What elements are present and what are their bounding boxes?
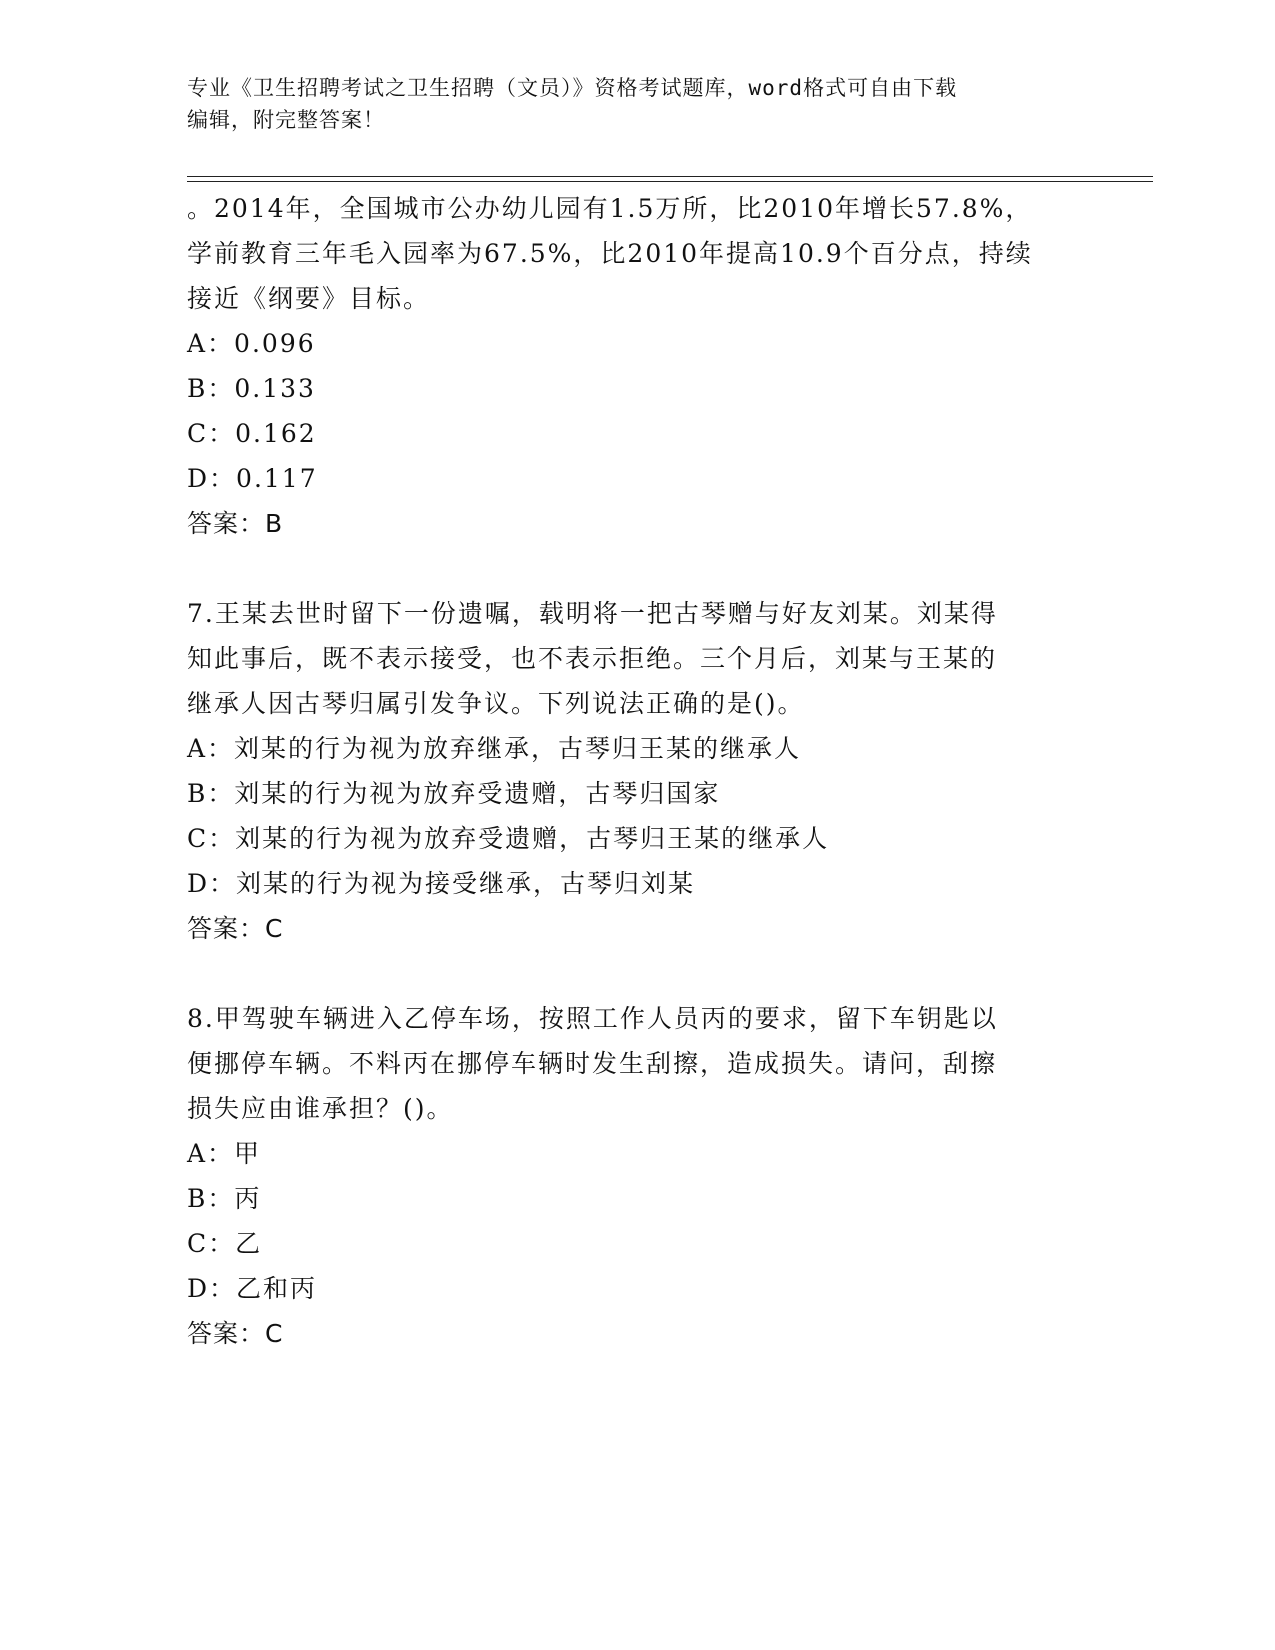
document-body: [187, 186, 1087, 1356]
option-a: A：甲: [187, 1139, 262, 1168]
spacer: [187, 951, 1087, 996]
question-text-line: 接近《纲要》目标。: [187, 284, 431, 313]
question-text-line: 继承人因古琴归属引发争议。下列说法正确的是()。: [187, 689, 805, 718]
question-text-line: 7.王某去世时留下一份遗嘱，载明将一把古琴赠与好友刘某。刘某得: [187, 599, 998, 628]
answer-line: 答案：C: [187, 914, 284, 943]
answer-line: 答案：B: [187, 509, 284, 538]
question-8: [187, 996, 1087, 1356]
spacer: [187, 546, 1087, 591]
header-line-1: 专业《卫生招聘考试之卫生招聘（文员）》资格考试题库，word格式可自由下载: [187, 76, 958, 100]
option-b: B：0.133: [187, 374, 316, 403]
question-text-line: 8.甲驾驶车辆进入乙停车场，按照工作人员丙的要求，留下车钥匙以: [187, 1004, 998, 1033]
question-text-line: 。2014年，全国城市公办幼儿园有1.5万所，比2010年增长57.8%，: [187, 194, 1033, 223]
option-d: D：0.117: [187, 464, 318, 493]
option-d: D：刘某的行为视为接受继承，古琴归刘某: [187, 869, 696, 898]
option-a: A：刘某的行为视为放弃继承，古琴归王某的继承人: [187, 734, 802, 763]
answer-line: 答案：C: [187, 1319, 284, 1348]
option-b: B：丙: [187, 1184, 262, 1213]
question-text-line: 便挪停车辆。不料丙在挪停车辆时发生刮擦，造成损失。请问，刮擦: [187, 1049, 998, 1078]
header-divider-top: [187, 176, 1153, 177]
option-c: C：乙: [187, 1229, 263, 1258]
question-text-line: 知此事后，既不表示接受，也不表示拒绝。三个月后，刘某与王某的: [187, 644, 998, 673]
question-7: [187, 591, 1087, 951]
option-d: D：乙和丙: [187, 1274, 318, 1303]
option-c: C：0.162: [187, 419, 317, 448]
header-line-2: 编辑，附完整答案！: [187, 108, 385, 132]
document-header: [187, 72, 1067, 136]
option-a: A：0.096: [187, 329, 316, 358]
question-text-line: 损失应由谁承担？()。: [187, 1094, 454, 1123]
option-b: B：刘某的行为视为放弃受遗赠，古琴归国家: [187, 779, 721, 808]
header-divider-bottom: [187, 181, 1153, 182]
question-fragment: [187, 186, 1087, 546]
question-text-line: 学前教育三年毛入园率为67.5%，比2010年提高10.9个百分点，持续: [187, 239, 1033, 268]
option-c: C：刘某的行为视为放弃受遗赠，古琴归王某的继承人: [187, 824, 830, 853]
